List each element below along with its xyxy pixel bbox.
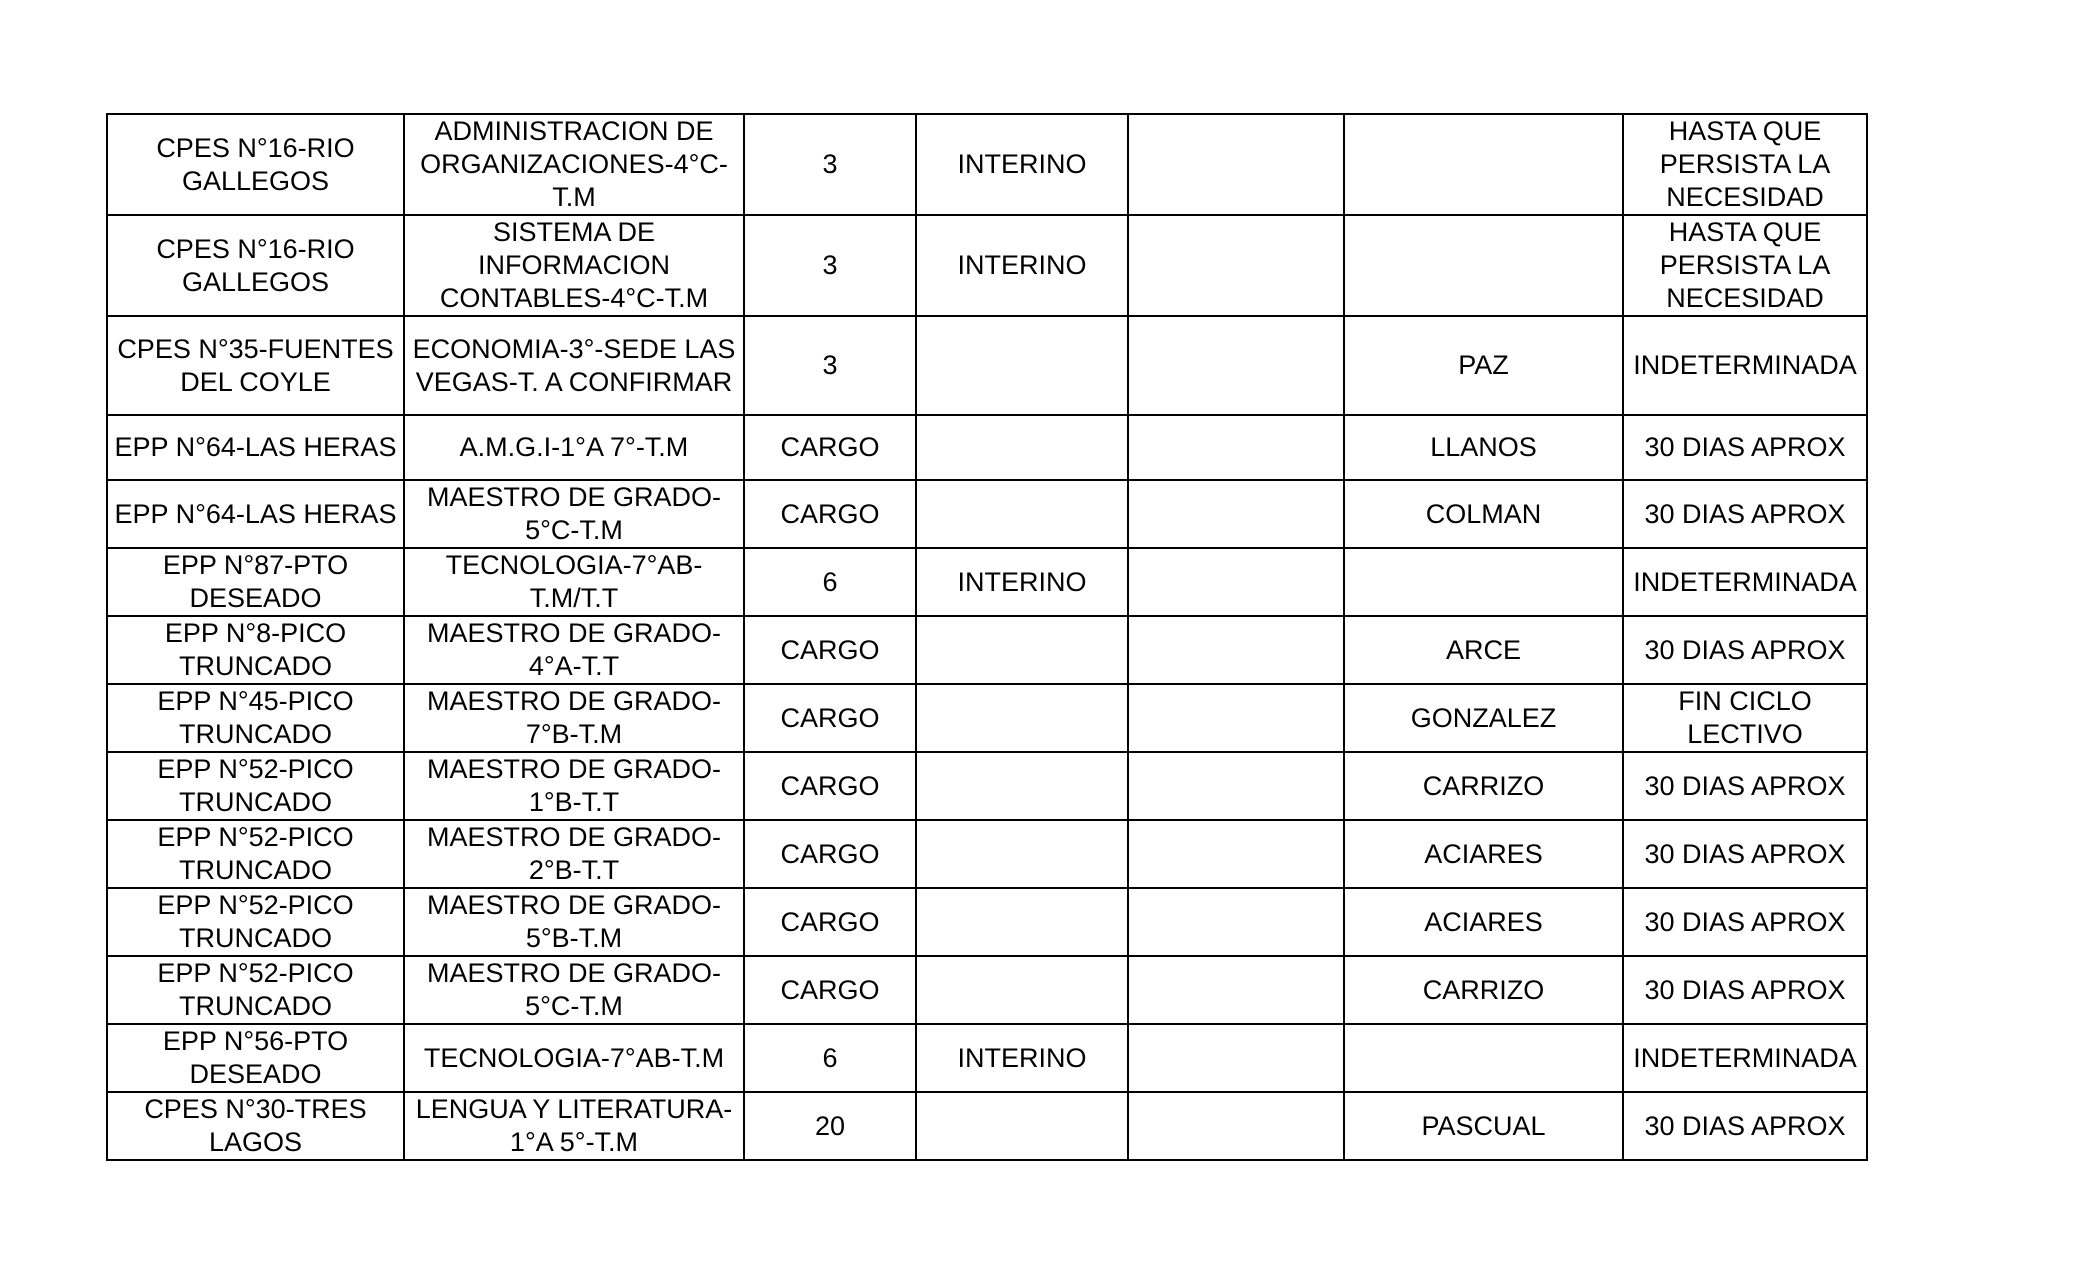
table-row <box>107 1024 1867 1092</box>
school-cell: EPP N°52-PICO TRUNCADO <box>107 752 404 820</box>
duration-cell: 30 DIAS APROX <box>1623 415 1867 480</box>
holder-cell: PAZ <box>1344 316 1623 415</box>
subject-cell: A.M.G.I-1°A 7°-T.M <box>404 415 744 480</box>
duration-cell: 30 DIAS APROX <box>1623 616 1867 684</box>
duration-cell: FIN CICLO LECTIVO <box>1623 684 1867 752</box>
duration-cell: INDETERMINADA <box>1623 1024 1867 1092</box>
empty-cell <box>1128 415 1344 480</box>
duration-cell: 30 DIAS APROX <box>1623 480 1867 548</box>
duration-cell: HASTA QUE PERSISTA LA NECESIDAD <box>1623 114 1867 215</box>
empty-cell <box>1128 956 1344 1024</box>
table-row <box>107 480 1867 548</box>
status-cell <box>916 415 1128 480</box>
table-row <box>107 548 1867 616</box>
duration-cell: 30 DIAS APROX <box>1623 956 1867 1024</box>
school-cell: EPP N°64-LAS HERAS <box>107 480 404 548</box>
holder-cell: CARRIZO <box>1344 956 1623 1024</box>
duration-cell: 30 DIAS APROX <box>1623 820 1867 888</box>
school-cell: EPP N°8-PICO TRUNCADO <box>107 616 404 684</box>
table-row <box>107 316 1867 415</box>
empty-cell <box>1128 1092 1344 1160</box>
status-cell: INTERINO <box>916 215 1128 316</box>
table-row <box>107 956 1867 1024</box>
subject-cell: SISTEMA DE INFORMACION CONTABLES-4°C-T.M <box>404 215 744 316</box>
school-cell: CPES N°35-FUENTES DEL COYLE <box>107 316 404 415</box>
empty-cell <box>1128 684 1344 752</box>
empty-cell <box>1128 1024 1344 1092</box>
hours-cell: 3 <box>744 316 916 415</box>
holder-cell <box>1344 114 1623 215</box>
hours-cell: 20 <box>744 1092 916 1160</box>
table-row <box>107 1092 1867 1160</box>
table-row <box>107 820 1867 888</box>
holder-cell: GONZALEZ <box>1344 684 1623 752</box>
subject-cell: ECONOMIA-3°-SEDE LAS VEGAS-T. A CONFIRMAR <box>404 316 744 415</box>
hours-cell: 3 <box>744 114 916 215</box>
empty-cell <box>1128 752 1344 820</box>
subject-cell: MAESTRO DE GRADO- 2°B-T.T <box>404 820 744 888</box>
subject-cell: MAESTRO DE GRADO- 1°B-T.T <box>404 752 744 820</box>
subject-cell: ADMINISTRACION DE ORGANIZACIONES-4°C- T.M <box>404 114 744 215</box>
status-cell <box>916 480 1128 548</box>
status-cell <box>916 888 1128 956</box>
empty-cell <box>1128 114 1344 215</box>
empty-cell <box>1128 616 1344 684</box>
status-cell <box>916 1092 1128 1160</box>
holder-cell: COLMAN <box>1344 480 1623 548</box>
empty-cell <box>1128 888 1344 956</box>
table-row <box>107 684 1867 752</box>
hours-cell: CARGO <box>744 415 916 480</box>
hours-cell: CARGO <box>744 752 916 820</box>
holder-cell: PASCUAL <box>1344 1092 1623 1160</box>
duration-cell: INDETERMINADA <box>1623 548 1867 616</box>
table-row <box>107 616 1867 684</box>
status-cell: INTERINO <box>916 114 1128 215</box>
holder-cell <box>1344 215 1623 316</box>
status-cell <box>916 316 1128 415</box>
empty-cell <box>1128 548 1344 616</box>
duration-cell: HASTA QUE PERSISTA LA NECESIDAD <box>1623 215 1867 316</box>
school-cell: EPP N°52-PICO TRUNCADO <box>107 820 404 888</box>
hours-cell: 3 <box>744 215 916 316</box>
vacancy-table <box>106 113 1868 1161</box>
status-cell <box>916 616 1128 684</box>
hours-cell: 6 <box>744 548 916 616</box>
school-cell: EPP N°64-LAS HERAS <box>107 415 404 480</box>
holder-cell <box>1344 548 1623 616</box>
subject-cell: TECNOLOGIA-7°AB-T.M <box>404 1024 744 1092</box>
empty-cell <box>1128 215 1344 316</box>
holder-cell: CARRIZO <box>1344 752 1623 820</box>
hours-cell: CARGO <box>744 956 916 1024</box>
status-cell <box>916 684 1128 752</box>
status-cell: INTERINO <box>916 1024 1128 1092</box>
empty-cell <box>1128 820 1344 888</box>
holder-cell: ACIARES <box>1344 888 1623 956</box>
table-row <box>107 114 1867 215</box>
table-row <box>107 215 1867 316</box>
status-cell: INTERINO <box>916 548 1128 616</box>
holder-cell: LLANOS <box>1344 415 1623 480</box>
holder-cell: ACIARES <box>1344 820 1623 888</box>
duration-cell: 30 DIAS APROX <box>1623 752 1867 820</box>
empty-cell <box>1128 480 1344 548</box>
table-row <box>107 888 1867 956</box>
hours-cell: CARGO <box>744 616 916 684</box>
status-cell <box>916 752 1128 820</box>
duration-cell: 30 DIAS APROX <box>1623 1092 1867 1160</box>
school-cell: CPES N°16-RIO GALLEGOS <box>107 114 404 215</box>
hours-cell: CARGO <box>744 480 916 548</box>
table-body <box>107 114 1867 1160</box>
school-cell: EPP N°52-PICO TRUNCADO <box>107 956 404 1024</box>
table-row <box>107 752 1867 820</box>
school-cell: CPES N°16-RIO GALLEGOS <box>107 215 404 316</box>
holder-cell: ARCE <box>1344 616 1623 684</box>
hours-cell: CARGO <box>744 888 916 956</box>
school-cell: CPES N°30-TRES LAGOS <box>107 1092 404 1160</box>
subject-cell: MAESTRO DE GRADO- 5°C-T.M <box>404 480 744 548</box>
table-row <box>107 415 1867 480</box>
school-cell: EPP N°87-PTO DESEADO <box>107 548 404 616</box>
subject-cell: TECNOLOGIA-7°AB- T.M/T.T <box>404 548 744 616</box>
hours-cell: CARGO <box>744 684 916 752</box>
status-cell <box>916 956 1128 1024</box>
duration-cell: INDETERMINADA <box>1623 316 1867 415</box>
empty-cell <box>1128 316 1344 415</box>
school-cell: EPP N°45-PICO TRUNCADO <box>107 684 404 752</box>
duration-cell: 30 DIAS APROX <box>1623 888 1867 956</box>
subject-cell: MAESTRO DE GRADO- 5°B-T.M <box>404 888 744 956</box>
status-cell <box>916 820 1128 888</box>
holder-cell <box>1344 1024 1623 1092</box>
hours-cell: CARGO <box>744 820 916 888</box>
subject-cell: MAESTRO DE GRADO- 5°C-T.M <box>404 956 744 1024</box>
subject-cell: MAESTRO DE GRADO- 4°A-T.T <box>404 616 744 684</box>
school-cell: EPP N°56-PTO DESEADO <box>107 1024 404 1092</box>
subject-cell: LENGUA Y LITERATURA- 1°A 5°-T.M <box>404 1092 744 1160</box>
subject-cell: MAESTRO DE GRADO- 7°B-T.M <box>404 684 744 752</box>
hours-cell: 6 <box>744 1024 916 1092</box>
school-cell: EPP N°52-PICO TRUNCADO <box>107 888 404 956</box>
